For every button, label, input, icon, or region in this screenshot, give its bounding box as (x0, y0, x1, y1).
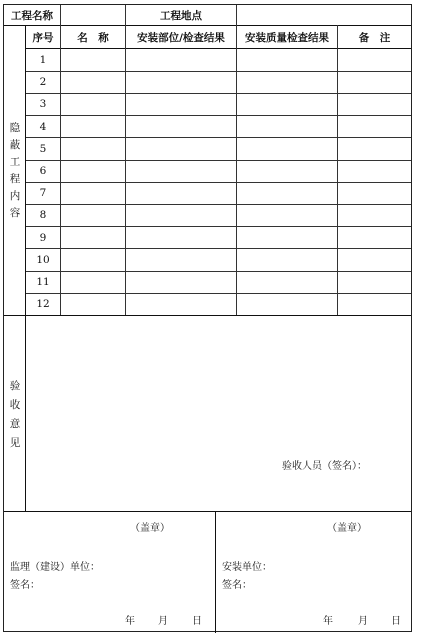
row-remarks-cell[interactable] (338, 116, 411, 138)
side-char: 内 (9, 190, 21, 202)
row-name-cell[interactable] (61, 182, 125, 204)
row-remarks-cell[interactable] (338, 182, 411, 204)
row-name-cell[interactable] (61, 227, 125, 249)
grid-hline (25, 204, 411, 205)
row-quality-result-cell[interactable] (237, 182, 337, 204)
inspection-record-form (3, 4, 412, 632)
col-header-quality-result: 安装质量检查结果 (245, 31, 329, 44)
row-quality-result-cell[interactable] (237, 293, 337, 315)
row-remarks-cell[interactable] (338, 249, 411, 271)
row-number: 12 (36, 298, 50, 311)
side-char: 见 (9, 437, 21, 449)
left-seal-label: （盖章） (130, 523, 170, 534)
row-quality-result-cell[interactable] (237, 271, 337, 293)
grid-hline (25, 137, 411, 138)
row-quality-result-cell[interactable] (237, 116, 337, 138)
row-install-location-cell[interactable] (126, 249, 236, 271)
grid-vline (236, 5, 237, 315)
row-remarks-cell[interactable] (338, 227, 411, 249)
row-number: 5 (39, 142, 47, 155)
side-char: 工 (9, 156, 21, 168)
row-remarks-cell[interactable] (338, 293, 411, 315)
left-sign-label: 签名： (10, 580, 40, 591)
right-year-label: 年 (323, 616, 333, 627)
row-number: 4 (39, 120, 47, 133)
col-header-remarks: 备 注 (358, 31, 391, 44)
project-name-label: 工程名称 (11, 9, 53, 22)
row-remarks-cell[interactable] (338, 138, 411, 160)
right-sign-label: 签名： (222, 580, 252, 591)
row-install-location-cell[interactable] (126, 49, 236, 71)
row-remarks-cell[interactable] (338, 93, 411, 115)
row-install-location-cell[interactable] (126, 204, 236, 226)
grid-hline (25, 71, 411, 72)
grid-vline (337, 25, 338, 315)
row-install-location-cell[interactable] (126, 293, 236, 315)
row-name-cell[interactable] (61, 138, 125, 160)
grid-hline (25, 271, 411, 272)
grid-vline (125, 5, 126, 315)
grid-hline (4, 25, 411, 26)
row-install-location-cell[interactable] (126, 160, 236, 182)
row-install-location-cell[interactable] (126, 116, 236, 138)
row-name-cell[interactable] (61, 93, 125, 115)
side-char: 容 (9, 207, 21, 219)
right-month-label: 月 (358, 616, 368, 627)
row-remarks-cell[interactable] (338, 160, 411, 182)
project-location-value[interactable] (237, 5, 411, 25)
row-name-cell[interactable] (61, 271, 125, 293)
grid-hline (25, 293, 411, 294)
col-header-install-location: 安装部位/检查结果 (137, 31, 225, 44)
side-char: 收 (9, 399, 21, 411)
row-number: 11 (36, 276, 50, 289)
acceptance-side-label (6, 377, 24, 453)
grid-hline (25, 248, 411, 249)
hidden-works-side-label (6, 120, 24, 222)
row-install-location-cell[interactable] (126, 227, 236, 249)
row-remarks-cell[interactable] (338, 49, 411, 71)
row-quality-result-cell[interactable] (237, 249, 337, 271)
row-quality-result-cell[interactable] (237, 49, 337, 71)
row-number: 10 (36, 253, 50, 266)
col-header-seq: 序号 (32, 31, 54, 44)
row-name-cell[interactable] (61, 71, 125, 93)
grid-hline (25, 160, 411, 161)
row-name-cell[interactable] (61, 249, 125, 271)
grid-vline (60, 5, 61, 315)
side-char: 意 (9, 418, 21, 430)
row-number: 2 (39, 76, 47, 89)
supervision-unit-label: 监理（建设）单位： (10, 562, 100, 573)
row-name-cell[interactable] (61, 160, 125, 182)
row-number: 8 (39, 209, 47, 222)
row-remarks-cell[interactable] (338, 271, 411, 293)
side-char: 验 (9, 380, 21, 392)
grid-hline (4, 511, 411, 512)
row-quality-result-cell[interactable] (237, 204, 337, 226)
grid-vline (215, 511, 216, 633)
project-location-label: 工程地点 (160, 9, 202, 22)
install-unit-label: 安装单位： (222, 562, 272, 573)
row-install-location-cell[interactable] (126, 93, 236, 115)
side-char: 蔽 (9, 139, 21, 151)
grid-hline (25, 182, 411, 183)
row-quality-result-cell[interactable] (237, 71, 337, 93)
col-header-name: 名 称 (77, 31, 109, 44)
acceptance-opinion-area[interactable] (26, 315, 411, 511)
row-number: 1 (39, 54, 47, 67)
left-day-label: 日 (192, 616, 202, 627)
left-month-label: 月 (158, 616, 168, 627)
row-install-location-cell[interactable] (126, 138, 236, 160)
row-name-cell[interactable] (61, 293, 125, 315)
inspector-signature-label: 验收人员（签名）： (282, 461, 367, 472)
row-quality-result-cell[interactable] (237, 227, 337, 249)
right-day-label: 日 (391, 616, 401, 627)
row-quality-result-cell[interactable] (237, 138, 337, 160)
row-install-location-cell[interactable] (126, 182, 236, 204)
side-char: 隐 (9, 122, 21, 134)
row-name-cell[interactable] (61, 116, 125, 138)
left-year-label: 年 (125, 616, 135, 627)
side-char: 程 (9, 173, 21, 185)
grid-hline (4, 315, 411, 316)
row-name-cell[interactable] (61, 49, 125, 71)
row-number: 3 (39, 98, 47, 111)
grid-hline (25, 115, 411, 116)
row-install-location-cell[interactable] (126, 271, 236, 293)
row-number: 9 (39, 231, 47, 244)
row-install-location-cell[interactable] (126, 71, 236, 93)
grid-hline (25, 226, 411, 227)
project-name-value[interactable] (61, 5, 125, 25)
row-remarks-cell[interactable] (338, 204, 411, 226)
grid-vline (25, 25, 26, 511)
row-number: 7 (39, 187, 47, 200)
grid-hline (25, 93, 411, 94)
row-quality-result-cell[interactable] (237, 93, 337, 115)
grid-hline (25, 48, 411, 49)
row-name-cell[interactable] (61, 204, 125, 226)
row-number: 6 (39, 165, 47, 178)
row-remarks-cell[interactable] (338, 71, 411, 93)
row-quality-result-cell[interactable] (237, 160, 337, 182)
right-seal-label: （盖章） (327, 523, 367, 534)
